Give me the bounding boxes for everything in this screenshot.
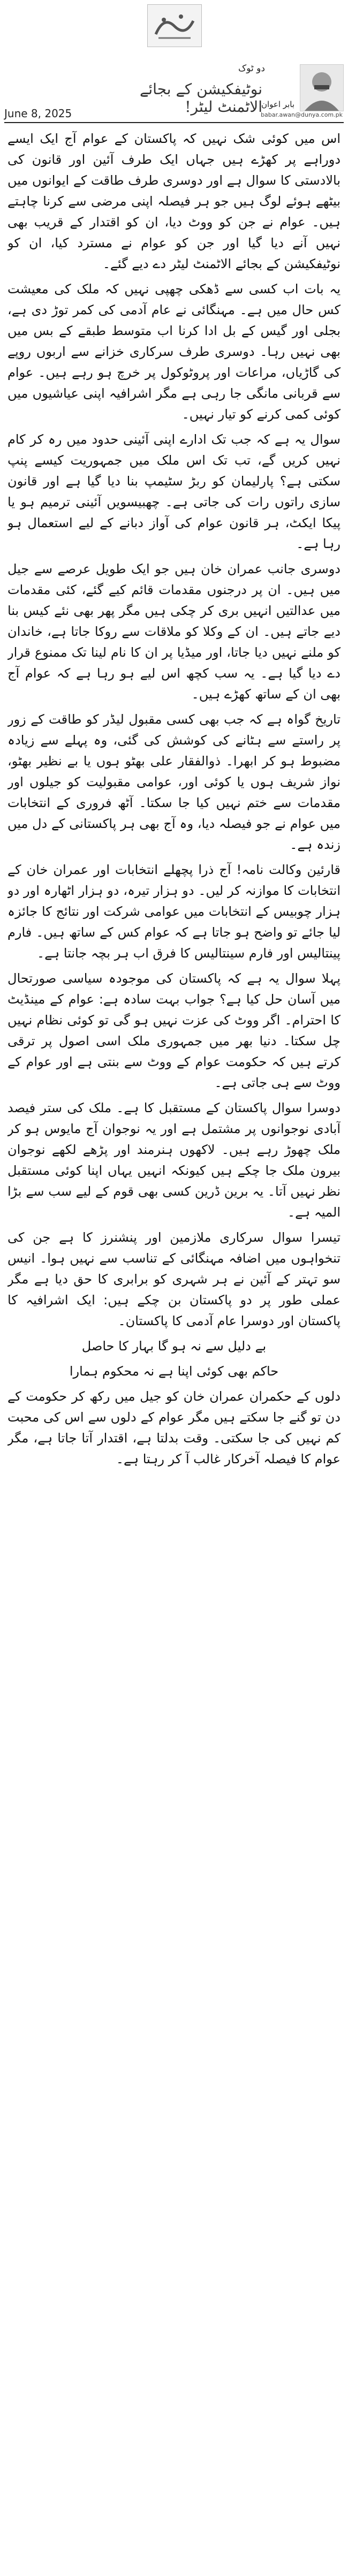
newspaper-logo <box>147 4 202 47</box>
author-portrait-icon <box>300 65 343 111</box>
masthead <box>0 0 348 120</box>
publish-date: June 8, 2025 <box>4 107 72 120</box>
paragraph: اس میں کوئی شک نہیں کہ پاکستان کے عوام آج ایک ایسے دوراہے پر کھڑے ہیں جہاں ایک طرف آئین اور قانون کی بالادستی کا سوال ہے اور دوسری طرف طاقت کے ایوانوں میں بیٹھے ہوئے لوگ ہیں جو ہر فیصلہ اپنی مرضی سے کرنا چاہتے ہیں۔ عوام نے جن کو ووٹ دیا، ان کو اقتدار کے قریب بھی نہیں آنے دیا گیا اور جن کو عوام نے مسترد کیا، ان کو نوٹیفکیشن کے بجائے الاٹمنٹ لیٹر دے دیے گئے۔ <box>7 131 341 271</box>
logo-emblem-icon <box>148 5 201 47</box>
paragraph: پہلا سوال یہ ہے کہ پاکستان کی موجودہ سیاسی صورتحال میں آسان حل کیا ہے؟ جواب بہت سادہ ہے: عوام کے مینڈیٹ کا احترام۔ اگر ووٹ کی عزت نہیں ہو گی تو کوئی نظام نہیں چل سکتا۔ دنیا بھر میں جمہوری ملک اسی اصول پر ترقی کرتے ہیں کہ حکومت عوام کے ووٹ سے بنتی ہے اور عوام کے ووٹ سے ہی جاتی ہے۔ <box>7 971 341 1090</box>
verse-line: حاکم بھی کوئی اپنا ہے نہ محکوم ہمارا <box>69 1364 279 1379</box>
paragraph: یہ بات اب کسی سے ڈھکی چھپی نہیں کہ ملک کی معیشت کس حال میں ہے۔ مہنگائی نے عام آدمی کی کمر توڑ دی ہے، بجلی اور گیس کے بل ادا کرنا اب متوسط طبقے کے بس میں بھی نہیں رہا۔ دوسری طرف سرکاری خزانے سے اربوں روپے کی گاڑیاں، مراعات اور پروٹوکول پر خرچ ہو رہے ہیں۔ عوام سے قربانی مانگی جا رہی ہے مگر اشرافیہ اپنی عیاشیوں میں کوئی کمی کرنے کو تیار نہیں۔ <box>7 282 341 422</box>
author-email: babar.awan@dunya.com.pk <box>261 111 343 118</box>
verse-line: بے دلیل سے نہ ہو گا بہار کا حاصل <box>81 1339 267 1354</box>
header-divider <box>4 122 344 123</box>
headline: نوٹیفکیشن کے بجائے الاٹمنٹ لیٹر! <box>139 80 262 116</box>
paragraph: دوسرا سوال پاکستان کے مستقبل کا ہے۔ ملک کی ستر فیصد آبادی نوجوانوں پر مشتمل ہے اور یہ نوجوان آج مایوس ہو کر ملک چھوڑ رہے ہیں۔ لاکھوں ہنرمند اور پڑھے لکھے نوجوان بیرون ملک جا چکے ہیں کیونکہ انہیں یہاں اپنا کوئی مستقبل نظر نہیں آتا۔ یہ برین ڈرین کسی بھی قوم کے لیے سب سے بڑا المیہ ہے۔ <box>7 1100 341 1220</box>
closing-paragraph: دلوں کے حکمران عمران خان کو جیل میں رکھ کر حکومت کے دن تو گنے جا سکتے ہیں مگر عوام کے دلوں سے اس کی محبت کم نہیں کی جا سکتی۔ وقت بدلتا ہے، اقتدار آتا جاتا ہے، مگر عوام کا فیصلہ آخرکار غالب آ کر رہتا ہے۔ <box>7 1389 341 1466</box>
author-name: بابر اعوان <box>261 100 294 109</box>
paragraph: سوال یہ ہے کہ جب تک ادارے اپنی آئینی حدود میں رہ کر کام نہیں کریں گے، تب تک اس ملک میں جمہوریت کیسے پنپ سکتی ہے؟ پارلیمان کو ربڑ سٹیمپ بنا دیا گیا ہے اور قانون سازی راتوں رات کی جاتی ہے۔ چھبیسویں آئینی ترمیم ہو یا پیکا ایکٹ، ہر قانون عوام کی آواز دبانے کے لیے استعمال ہو رہا ہے۔ <box>7 432 341 551</box>
article-body <box>7 128 341 2558</box>
column-title: دو ٹوک <box>238 63 265 74</box>
paragraph: تاریخ گواہ ہے کہ جب بھی کسی مقبول لیڈر کو طاقت کے زور پر راستے سے ہٹانے کی کوشش کی گئی، وہ پہلے سے زیادہ مضبوط ہو کر ابھرا۔ ذوالفقار علی بھٹو ہوں یا بے نظیر بھٹو، نواز شریف ہوں یا کوئی اور، عوامی مقبولیت کو جیلوں اور مقدمات سے ختم نہیں کیا جا سکتا۔ آٹھ فروری کے انتخابات میں عوام نے جو فیصلہ دیا، وہ آج بھی ہر پاکستانی کے دل میں زندہ ہے۔ <box>7 712 341 852</box>
paragraph: تیسرا سوال سرکاری ملازمین اور پنشنرز کا ہے جن کی تنخواہوں میں اضافہ مہنگائی کے تناسب سے نہیں ہوا۔ انیس سو تہتر کے آئین نے ہر شہری کو برابری کا حق دیا ہے مگر عملی طور پر دو پاکستان بن چکے ہیں: ایک اشرافیہ کا پاکستان اور دوسرا عام آدمی کا پاکستان۔ <box>7 1230 341 1328</box>
paragraph: قارئین وکالت نامہ! آج ذرا پچھلے انتخابات اور عمران خان کے انتخابات کا موازنہ کر لیں۔ دو ہزار تیرہ، دو ہزار اٹھارہ اور دو ہزار چوبیس کے انتخابات میں عوامی شرکت اور نتائج کا جائزہ لیا جائے تو واضح ہو جاتا ہے کہ عوام کس کے ساتھ ہیں۔ فارم پینتالیس اور فارم سینتالیس کا فرق اب ہر بچہ جانتا ہے۔ <box>7 862 341 961</box>
paragraph: دوسری جانب عمران خان ہیں جو ایک طویل عرصے سے جیل میں ہیں۔ ان پر درجنوں مقدمات قائم کیے گئے، کئی مقدمات میں عدالتیں انہیں بری کر چکی ہیں مگر پھر بھی نئے کیس بنا دیے جاتے ہیں۔ ان کے وکلا کو ملاقات سے روکا جاتا ہے، خاندان کو ملنے نہیں دیا جاتا، اور میڈیا پر ان کا نام لینا تک ممنوع قرار دے دیا گیا ہے۔ یہ سب کچھ اس لیے ہو رہا ہے کہ عوام آج بھی ان کے ساتھ کھڑے ہیں۔ <box>7 561 341 702</box>
author-avatar <box>300 64 344 111</box>
